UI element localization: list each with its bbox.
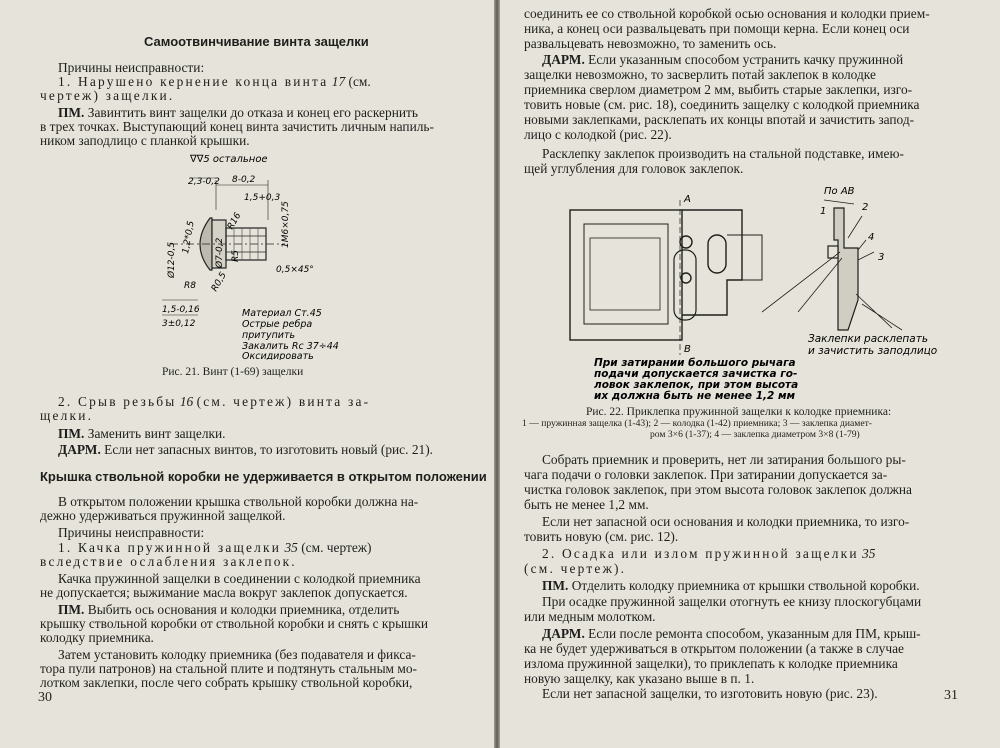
cause-1-line: 1. Нарушено кернение конца винта 17 (см. xyxy=(58,74,371,89)
cont-line-3: развальцевать невозможно, то заменить ось. xyxy=(524,36,777,51)
intro-line-2: дежно удерживаться пружинной защелкой. xyxy=(40,508,286,523)
then-line-2: тора пули патронов) на стальной плите и подтянуть стальным мо- xyxy=(40,661,418,676)
darm-1-line-6: лицо с колодкой (рис. 22). xyxy=(524,127,672,142)
darm-2: ДАРМ. Если нет запасных винтов, то изготовить новый (рис. 21). xyxy=(58,442,434,457)
pm-latch: ПМ. Отделить колодку приемника от крышки ствольной коробки. xyxy=(542,578,920,593)
darm-latch-line-3: излома пружинной защелки), то приклепать к колодке приемника xyxy=(524,656,898,671)
fig21-roughness-label: ∇∇5 остальное xyxy=(190,154,268,165)
figure-22-legend-1: 1 — пружинная защелка (1-43); 2 — колодка (1-42) приемника; 3 — заклепка диамет- xyxy=(522,418,872,429)
pm-2: ПМ. Заменить винт защелки. xyxy=(58,426,226,441)
rivet-line-2: щей углубления для головок заклепок. xyxy=(524,161,744,176)
svg-text:1: 1 xyxy=(820,206,827,217)
svg-text:ловок заклепок, при этом высот: ловок заклепок, при этом высота xyxy=(594,379,799,391)
note-line-2: не допускается; выжимание масла вокруг заклепок допускается. xyxy=(40,585,408,600)
svg-text:R5: R5 xyxy=(231,250,241,262)
svg-text:R16: R16 xyxy=(225,211,244,232)
fig22-label-a: А xyxy=(684,194,691,205)
heading-cover-not-held: Крышка ствольной коробки не удерживается в открытом положении xyxy=(40,469,487,484)
right-page xyxy=(500,0,1000,748)
svg-text:8-0,2: 8-0,2 xyxy=(232,175,256,185)
cause-3-line-1: 1. Качка пружинной защелки 35 (см. чертеж) xyxy=(58,540,372,555)
darm-latch-line-4: новую защелку, как указано выше в п. 1. xyxy=(524,671,755,686)
pm-1-line-3: ником заподлицо с планкой крышки. xyxy=(40,133,250,148)
svg-text:Оксидировать: Оксидировать xyxy=(242,351,314,360)
svg-text:Острые ребра: Острые ребра xyxy=(242,319,313,330)
fig22-section-label: По АВ xyxy=(824,186,855,197)
svg-text:подачи допускается зачистка го: подачи допускается зачистка го- xyxy=(594,368,798,380)
spare-line-2: товить новую (см. рис. 12). xyxy=(524,529,679,544)
page-number-left: 30 xyxy=(38,690,52,705)
svg-text:При затирании большого рычага: При затирании большого рычага xyxy=(594,357,796,369)
svg-text:Заклепки расклепать: Заклепки расклепать xyxy=(808,333,929,345)
settle-line-2: или медным молотком. xyxy=(524,609,656,624)
fig22-label-b: В xyxy=(684,344,691,355)
darm-latch-line-2: ка не будет удерживаться в открытом положении (а также в случае xyxy=(524,641,904,656)
figure-22-legend-2: ром 3×6 (1-37); 4 — заклепка диаметром 3×8 (1-79) xyxy=(650,429,860,440)
cause-2-line-1: 2. Срыв резьбы 16 (см. чертеж) винта за- xyxy=(58,394,371,409)
svg-text:притупить: притупить xyxy=(242,330,296,341)
cont-line-1: соединить ее со ствольной коробкой осью основания и колодки прием- xyxy=(524,6,930,21)
pm-1-line-1: ПМ. Завинтить винт защелки до отказа и конец его раскернить xyxy=(58,105,418,120)
darm-1-line-5: новыми заклепками, расклепать их концы впотай и зачистить запод- xyxy=(524,112,915,127)
svg-text:1,5-0,16: 1,5-0,16 xyxy=(162,305,200,315)
darm-latch-line-1: ДАРМ. Если после ремонта способом, указанным для ПМ, крыш- xyxy=(542,626,921,641)
svg-text:0,5×45°: 0,5×45° xyxy=(276,265,314,275)
spare-line-1: Если нет запасной оси основания и колодки приемника, то изго- xyxy=(542,514,910,529)
check-line-1: Собрать приемник и проверить, нет ли затирания большого ры- xyxy=(542,452,906,467)
cause-latch-line-1: 2. Осадка или излом пружинной защелки 35 xyxy=(542,546,876,561)
svg-text:Закалить Rc 37÷44: Закалить Rc 37÷44 xyxy=(242,341,339,352)
note-line-1: Качка пружинной защелки в соединении с колодкой приемника xyxy=(58,571,421,586)
svg-text:1М6×0,75: 1М6×0,75 xyxy=(281,201,291,248)
cont-line-2: ника, а конец оси развальцевать при помощи керна. Если конец оси xyxy=(524,21,910,36)
pm-1-line-2: в трех точках. Выступающий конец винта зачистить личным напиль- xyxy=(40,119,434,134)
darm-1-line-3: приемника сверлом диаметром 2 мм, выбить старые заклепки, изго- xyxy=(524,82,913,97)
svg-text:1,2*0,5: 1,2*0,5 xyxy=(181,220,197,255)
svg-text:4: 4 xyxy=(868,232,875,243)
darm-1-line-2: защелки невозможно, то засверлить потай заклепок в колодке xyxy=(524,67,876,82)
pm-3-line-3: колодку приемника. xyxy=(40,630,154,645)
settle-line-1: При осадке пружинной защелки отогнуть ее книзу плоскогубцами xyxy=(542,594,922,609)
svg-text:2: 2 xyxy=(862,202,869,213)
svg-text:R0,5: R0,5 xyxy=(209,270,229,294)
left-page xyxy=(0,0,494,748)
rivet-line-1: Расклепку заклепок производить на стальной подставке, имею- xyxy=(542,146,904,161)
svg-text:их должна быть не менее 1,2 мм: их должна быть не менее 1,2 мм xyxy=(594,390,796,402)
figure-22-caption: Рис. 22. Приклепка пружинной защелки к колодке приемника: xyxy=(586,406,892,418)
pm-3-line-2: крышку ствольной коробки от ствольной коробки и снять с крышки xyxy=(40,616,429,631)
svg-text:3: 3 xyxy=(878,252,885,263)
intro-line-1: В открытом положении крышка ствольной коробки должна на- xyxy=(58,494,419,509)
final-line: Если нет запасной защелки, то изготовить новую (рис. 23). xyxy=(542,686,878,701)
svg-text:Ø12-0,5: Ø12-0,5 xyxy=(167,241,177,278)
svg-text:3±0,12: 3±0,12 xyxy=(162,319,196,329)
darm-1-line-1: ДАРМ. Если указанным способом устранить качку пружинной xyxy=(542,52,904,67)
heading-screw-loosening: Самоотвинчивание винта защелки xyxy=(144,34,369,49)
cause-latch-line-2: (см. чертеж). xyxy=(524,561,627,576)
pm-3-line-1: ПМ. Выбить ось основания и колодки приемника, отделить xyxy=(58,602,400,617)
figure-21-screw-drawing xyxy=(150,150,340,360)
svg-text:Материал Ст.45: Материал Ст.45 xyxy=(242,308,322,319)
check-line-4: быть не менее 1,2 мм. xyxy=(524,497,649,512)
causes-label-2: Причины неисправности: xyxy=(58,525,205,540)
svg-text:и зачистить заподлицо: и зачистить заподлицо xyxy=(808,345,938,357)
cause-1-line-2: чертеж) защелки. xyxy=(40,88,175,103)
check-line-3: чистка головок заклепок, при этом высота головок заклепок должна xyxy=(524,482,912,497)
check-line-2: чага подачи о головки заклепок. При затирании допускается за- xyxy=(524,467,888,482)
then-line-1: Затем установить колодку приемника (без подавателя и фикса- xyxy=(58,647,416,662)
svg-text:R8: R8 xyxy=(184,281,196,291)
figure-21-caption: Рис. 21. Винт (1-69) защелки xyxy=(162,366,304,378)
causes-label: Причины неисправности: xyxy=(58,60,205,75)
cause-3-line-2: вследствие ослабления заклепок. xyxy=(40,554,297,569)
page-number-right: 31 xyxy=(944,688,958,703)
darm-1-line-4: товить новые (см. рис. 18), соединить защелку с колодкой приемника xyxy=(524,97,920,112)
cause-2-line-2: щелки. xyxy=(40,408,94,423)
svg-text:1,5+0,3: 1,5+0,3 xyxy=(244,193,281,203)
svg-text:Ø7-0,2: Ø7-0,2 xyxy=(215,237,225,268)
then-line-3: лотком заклепки, после чего собрать крышку ствольной коробки, xyxy=(40,675,413,690)
figure-22-latch-drawing xyxy=(562,180,982,402)
svg-text:2,3-0,2: 2,3-0,2 xyxy=(188,177,220,187)
